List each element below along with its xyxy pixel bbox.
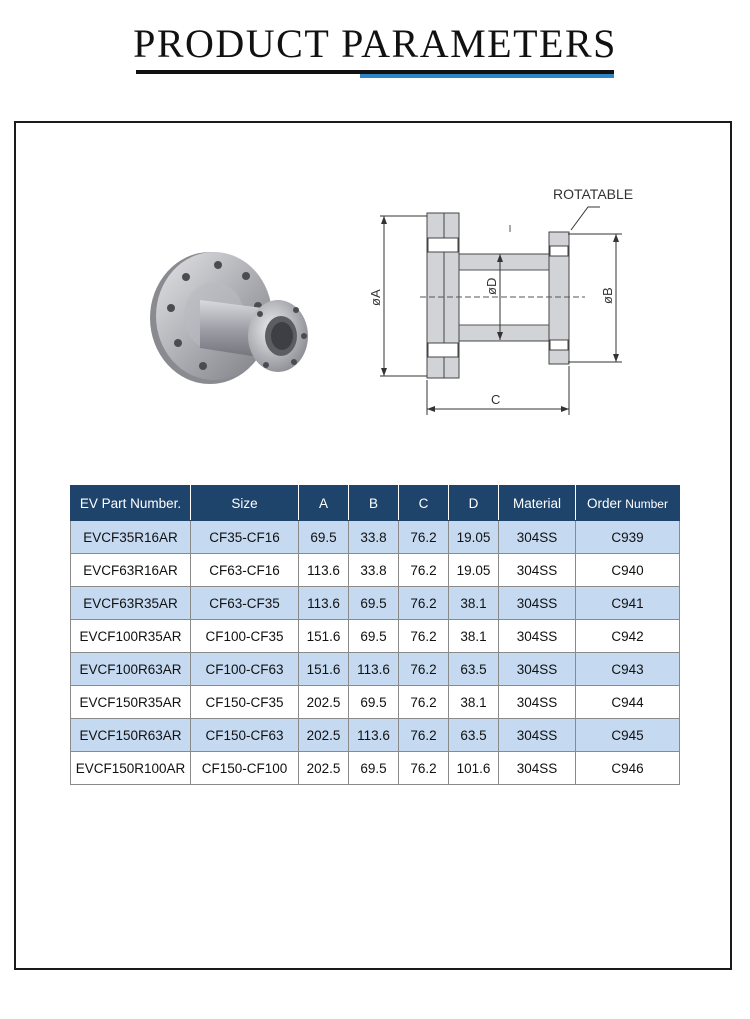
col-header-b: B	[349, 486, 399, 521]
cell-part: EVCF63R35AR	[71, 587, 191, 620]
cell-part: EVCF100R63AR	[71, 653, 191, 686]
cell-c: 76.2	[399, 620, 449, 653]
spec-table	[70, 485, 680, 785]
cell-a: 151.6	[299, 620, 349, 653]
cell-b: 69.5	[349, 752, 399, 785]
cell-b: 113.6	[349, 719, 399, 752]
label-length-c: C	[491, 392, 501, 407]
cell-order: C942	[576, 620, 680, 653]
cell-b: 33.8	[349, 554, 399, 587]
cell-size: CF63-CF35	[191, 587, 299, 620]
cell-part: EVCF100R35AR	[71, 620, 191, 653]
table-row	[71, 752, 680, 785]
col-header-size: Size	[191, 486, 299, 521]
cell-d: 63.5	[449, 653, 499, 686]
cell-b: 69.5	[349, 620, 399, 653]
cell-material: 304SS	[499, 719, 576, 752]
cell-a: 202.5	[299, 719, 349, 752]
cell-order: C943	[576, 653, 680, 686]
order-header-sub: Number	[625, 496, 668, 511]
cell-c: 76.2	[399, 554, 449, 587]
cell-d: 19.05	[449, 521, 499, 554]
cell-size: CF100-CF63	[191, 653, 299, 686]
cell-order: C940	[576, 554, 680, 587]
cell-order: C945	[576, 719, 680, 752]
cell-d: 38.1	[449, 686, 499, 719]
cell-a: 113.6	[299, 587, 349, 620]
cell-a: 151.6	[299, 653, 349, 686]
col-header-material: Material	[499, 486, 576, 521]
cell-material: 304SS	[499, 686, 576, 719]
cell-d: 38.1	[449, 587, 499, 620]
cell-d: 101.6	[449, 752, 499, 785]
technical-drawing	[360, 180, 650, 425]
cell-b: 33.8	[349, 521, 399, 554]
label-rotatable: ROTATABLE	[553, 186, 634, 202]
cell-a: 113.6	[299, 554, 349, 587]
cell-c: 76.2	[399, 752, 449, 785]
cell-c: 76.2	[399, 719, 449, 752]
cell-size: CF35-CF16	[191, 521, 299, 554]
table-row	[71, 554, 680, 587]
cell-c: 76.2	[399, 653, 449, 686]
cell-b: 113.6	[349, 653, 399, 686]
order-header-main: Order	[587, 495, 622, 511]
cell-order: C941	[576, 587, 680, 620]
table-row	[71, 719, 680, 752]
cell-part: EVCF35R16AR	[71, 521, 191, 554]
cell-d: 38.1	[449, 620, 499, 653]
cell-material: 304SS	[499, 620, 576, 653]
table-row	[71, 686, 680, 719]
label-dia-b: øB	[600, 287, 615, 304]
col-header-order-number	[576, 486, 680, 521]
cell-part: EVCF150R35AR	[71, 686, 191, 719]
cell-size: CF150-CF35	[191, 686, 299, 719]
cell-c: 76.2	[399, 521, 449, 554]
label-dia-a: øA	[368, 289, 383, 306]
cell-material: 304SS	[499, 587, 576, 620]
cell-order: C944	[576, 686, 680, 719]
cell-part: EVCF150R63AR	[71, 719, 191, 752]
table-row	[71, 653, 680, 686]
col-header-d: D	[449, 486, 499, 521]
cell-a: 202.5	[299, 686, 349, 719]
col-header-part-number: EV Part Number.	[71, 486, 191, 521]
cell-material: 304SS	[499, 554, 576, 587]
cell-b: 69.5	[349, 587, 399, 620]
cell-a: 202.5	[299, 752, 349, 785]
cell-material: 304SS	[499, 653, 576, 686]
cell-order: C939	[576, 521, 680, 554]
cell-part: EVCF150R100AR	[71, 752, 191, 785]
cell-size: CF63-CF16	[191, 554, 299, 587]
cell-d: 63.5	[449, 719, 499, 752]
cell-size: CF150-CF100	[191, 752, 299, 785]
page-title: PRODUCT PARAMETERS	[133, 21, 617, 66]
cell-c: 76.2	[399, 686, 449, 719]
cell-a: 69.5	[299, 521, 349, 554]
cell-d: 19.05	[449, 554, 499, 587]
cell-material: 304SS	[499, 752, 576, 785]
table-header-row	[71, 486, 680, 521]
cell-size: CF150-CF63	[191, 719, 299, 752]
col-header-a: A	[299, 486, 349, 521]
col-header-c: C	[399, 486, 449, 521]
cell-size: CF100-CF35	[191, 620, 299, 653]
table-row	[71, 620, 680, 653]
table-row	[71, 521, 680, 554]
cell-c: 76.2	[399, 587, 449, 620]
title-underline-accent	[360, 74, 614, 78]
label-dia-d: øD	[484, 277, 499, 295]
cell-part: EVCF63R16AR	[71, 554, 191, 587]
cell-material: 304SS	[499, 521, 576, 554]
cell-b: 69.5	[349, 686, 399, 719]
table-row	[71, 587, 680, 620]
cell-order: C946	[576, 752, 680, 785]
product-photo	[148, 248, 313, 403]
